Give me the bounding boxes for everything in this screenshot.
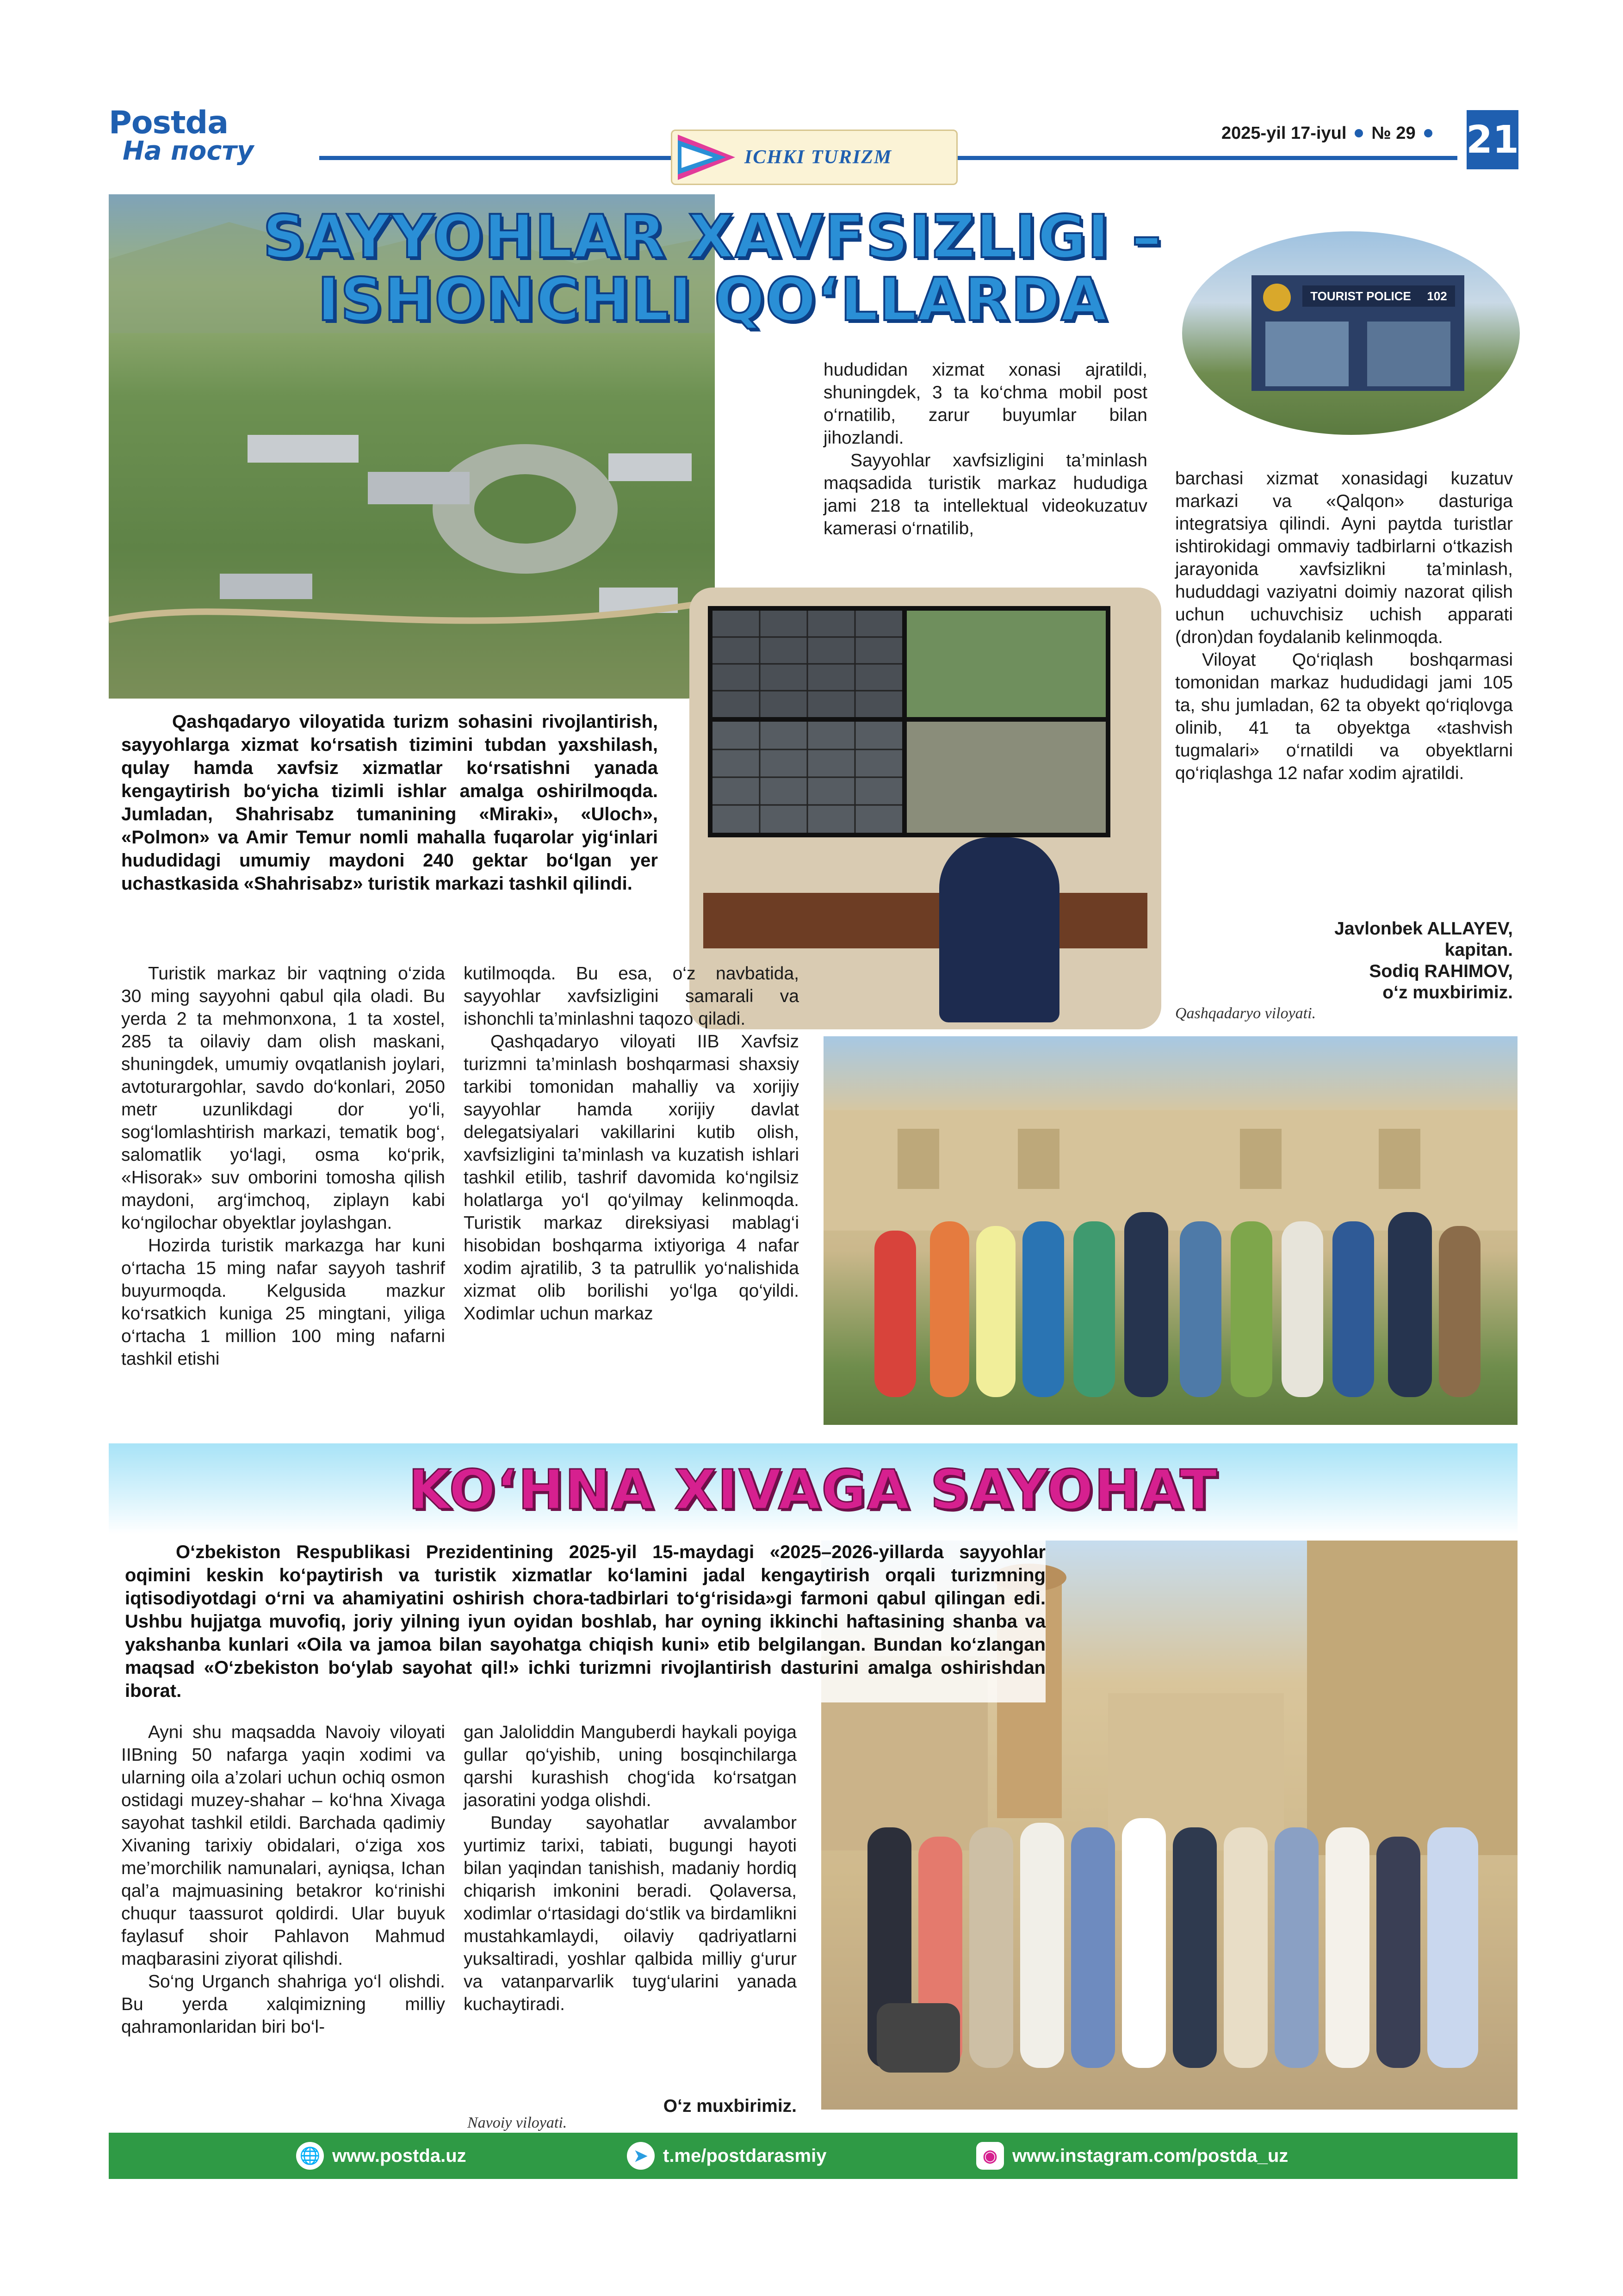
article1-lead-text: Qashqadaryo viloyatida turizm sohasini rivojlantirish, sayyohlarga xizmat ko‘rsatish tizimini tubdan yaxshilash, qulay hamda xavfsiz xizmatlar ko‘rsatishni yanada kengaytirish bo‘yicha tizimli ishlar amalga oshirilmoqda. Jumladan, Shahrisabz tumanining «Miraki», «Uloch», «Polmon» va Amir Temur nomli mahalla fuqarolar yig‘inlari hududidagi umumiy maydoni 240 gektar bo‘lgan yer uchastkasida «Shahrisabz» turistik markazi tashkil qilindi. [121, 712, 658, 894]
article1-lead [121, 710, 658, 895]
article2-location: Navoiy viloyati. [467, 2114, 567, 2131]
footer-website[interactable] [296, 2137, 466, 2174]
tourist-police-post-photo [1182, 231, 1520, 435]
article1-title-line-2: ISHONCHLI QO‘LLARDA [317, 266, 1108, 334]
article1-location: Qashqadaryo viloyati. [1175, 1005, 1316, 1022]
article1-col1 [121, 962, 445, 1370]
author2-title: o‘z muxbirimiz. [1382, 983, 1513, 1003]
article2-author: O‘z muxbirimiz. [663, 2096, 797, 2116]
bullet-dot-icon [1424, 129, 1432, 137]
footer-telegram[interactable] [627, 2137, 826, 2174]
footer-instagram[interactable] [976, 2137, 1288, 2174]
section-label: ICHKI TURIZM [744, 147, 892, 168]
police-sign [1302, 285, 1455, 307]
globe-icon: 🌐 [296, 2142, 324, 2170]
article2-lead [125, 1541, 1046, 1702]
police-sign-phone: 102 [1427, 289, 1447, 303]
footer-instagram-text[interactable]: www.instagram.com/postda_uz [1012, 2145, 1288, 2166]
article2-title: KO‘HNA XIVAGA SAYOHAT [408, 1458, 1218, 1522]
footer-website-text[interactable]: www.postda.uz [332, 2145, 466, 2166]
police-building [1251, 275, 1464, 391]
article1-col4-p2: Viloyat Qo‘riqlash boshqarmasi tomonidan markaz hududidagi jami 105 ta, shu jumladan, 62 ta obyekt qo‘riqlovga olinib, 41 ta obyektga «tashvish tugmalari» o‘rnatildi va obyektlarni qo‘riqlashga 12 nafar xodim ajratildi. [1175, 650, 1513, 783]
article1-col1-p2: Hozirda turistik markazga har kuni o‘rtacha 15 ming nafar sayyoh tashrif buyurmoqda. Kelgusida mazkur ko‘rsatkich kuniga 25 mingtani, yiliga o‘rtacha 1 million 100 ming nafarni tashkil etishi [121, 1236, 445, 1369]
section-arrow-icon [675, 132, 740, 183]
article1-col4-p1: barchasi xizmat xonasidagi kuzatuv markazi va «Qalqon» dasturiga integratsiya qilindi. Ayni paytda turistlar ishtirokidagi ommaviy tadbirlarni o‘tkazish jarayonida xavfsizlikni ta’minlash, hududdagi vaziyatni doimiy nazorat qilish uchun uchuvchisiz uchish apparati (dron)dan foydalanib kelinmoqda. [1175, 469, 1513, 647]
author1-title: kapitan. [1444, 940, 1513, 960]
article1-col2 [464, 962, 799, 1325]
article2-col2-p1: gan Jaloliddin Manguberdi haykali poyiga gullar qo‘yishib, uning bosqinchilarga qarshi kurashish chog‘ida ko‘rsatgan jasoratini yodga olishdi. [464, 1722, 797, 1810]
issue-info [1221, 119, 1462, 147]
article1-col4 [1175, 467, 1513, 785]
video-wall [708, 606, 1110, 837]
author1-name: Javlonbek ALLAYEV, [1334, 919, 1513, 939]
article2-lead-text: O‘zbekiston Respublikasi Prezidentining 2025-yil 15-maydagi «2025–2026-yillarda sayyohlar oqimini keskin ko‘paytirish va turistik xizmatlar ko‘lamini jadal kengaytirish orqali turizmning iqtisodiyotdagi o‘rni va ahamiyatini oshirish chora-tadbirlari to‘g‘risida»gi farmoni qabul qilingan edi. Ushbu hujjatga muvofiq, joriy yilning iyun oyidan boshlab, har oyning ikkinchi haftasining shanba va yakshanba kunlari «Oila va jamoa bilan sayohatga chiqish kuni» etib belgilangan. Bundan ko‘zlangan maqsad «O‘zbekiston bo‘ylab sayohat qil!» ichki turizmni rivojlantirish dasturini amalga oshirishdan iborat. [125, 1541, 1046, 1702]
masthead [0, 0, 1623, 185]
page-number-box [1467, 110, 1518, 169]
tourist-group-photo [824, 1036, 1518, 1425]
article1-col2-p1: kutilmoqda. Bu esa, o‘z navbatida, sayyohlar xavfsizligini samarali va ishonchli ta’minlashni taqozo qiladi. [464, 964, 799, 1029]
article1-col3-p2: Sayyohlar xavfsizligini ta’minlash maqsadida turistik markaz hududiga jami 218 ta intellektual videokuzatuv kamerasi o‘rnatilib, [824, 451, 1147, 538]
article1-col2-p2: Qashqadaryo viloyati IIB Xavfsiz turizmni ta’minlash boshqarmasi shaxsiy tarkibi tomonidan mahalliy va xorijiy sayyohlar hamda xorijiy davlat delegatsiyalari vakillarini kutib olish, xavfsizligini ta’minlash va kuzatish ishlari tashkil etilib, tashrif davomida ko‘ngilsiz holatlarga yo‘l qo‘yilmay kelinmoqda. Turistik markaz direksiyasi mablag‘i hisobidan boshqarma ixtiyoriga 4 nafar xodim ajratilib, 3 ta patrullik yo‘nalishida xizmat olib borilishi yo‘lga qo‘yildi. Xodimlar uchun markaz [464, 1032, 799, 1324]
article1-col3 [824, 359, 1147, 540]
logo-line-1: Postda [109, 105, 229, 141]
video-wall-illustration [708, 606, 1110, 837]
footer-telegram-text[interactable]: t.me/postdarasmiy [663, 2145, 827, 2166]
article1-title-line-1: SAYYOHLAR XAVFSIZLIGI – [262, 203, 1163, 272]
article2-col2 [464, 1721, 797, 2016]
operator-desk [703, 893, 1147, 948]
page-number: 21 [1466, 118, 1519, 162]
article2-col2-p2: Bunday sayohatlar avvalambor yurtimiz tarixi, tabiati, bugungi hayoti bilan yaqindan tanishish, madaniy hordiq chiqarish imkonini beradi. Qolaversa, xodimlar o‘rtasidagi do‘stlik va birdamlikni mustahkamlaydi, oilaviy qadriyatlarni yuksaltiradi, yoshlar qalbida milliy g‘urur va vatanparvarlik tuyg‘ularini yanada kuchaytiradi. [464, 1813, 797, 2014]
article2-col1 [121, 1721, 445, 2038]
instagram-icon: ◉ [976, 2142, 1004, 2170]
bullet-dot-icon [1355, 129, 1363, 137]
author2-name: Sodiq RAHIMOV, [1369, 961, 1513, 981]
operator-figure [939, 837, 1059, 1022]
article1-col3-p1: hududidan xizmat xonasi ajratildi, shuningdek, 3 ta ko‘chma mobil post o‘rnatilib, zarur buyumlar bilan jihozlandi. [824, 360, 1147, 448]
article1-col1-p1: Turistik markaz bir vaqtning o‘zida 30 ming sayyohni qabul qila oladi. Bu yerda 2 ta mehmonxona, 1 ta xostel, 285 ta oilaviy dam olish maskani, shuningdek, umumiy ovqatlanish joylari, avtoturargohlar, savdo do‘konlari, 2050 metr uzunlikdagi dor yo‘li, sog‘lomlashtirish markazi, tematik bog‘, salomatlik yo‘lagi, osma ko‘prik, «Hisorak» suv omborini tomosha qilish maydoni, arg‘imchoq, ziplayn kabi ko‘ngilochar obyektlar joylashgan. [121, 964, 445, 1233]
article2-col1-p1: Ayni shu maqsadda Navoiy viloyati IIBning 50 nafarga yaqin xodimi va ularning oila a’zolari uchun ochiq osmon ostidagi muzey-shahar – ko‘hna Xivaga sayohat tashkil etildi. Barchada qadimiy Xivaning tarixiy obidalari, o‘ziga xos me’morchilik namunalari, ayniqsa, Ichan qal’a majmuasining betakror ko‘rinishi chuqur taassurot qoldirdi. Ular buyuk faylasuf shoir Pahlavon Mahmud maqbarasini ziyorat qilishdi. [121, 1722, 445, 1969]
article2-col1-p2: So‘ng Urganch shahriga yo‘l olishdi. Bu yerda xalqimizning milliy qahramonlaridan biri bo‘l- [121, 1972, 445, 2037]
masthead-logo [109, 105, 303, 169]
article1-signature [1175, 918, 1513, 1003]
issue-number: № 29 [1371, 123, 1416, 143]
issue-date: 2025-yil 17-iyul [1221, 123, 1347, 143]
police-door [1367, 322, 1450, 386]
tourist-group-illustration [824, 1036, 1518, 1425]
police-sign-text: TOURIST POLICE [1310, 289, 1411, 303]
police-emblem-icon [1263, 284, 1291, 311]
section-tab [671, 130, 958, 185]
article1-title [259, 203, 1166, 335]
police-window [1265, 322, 1349, 386]
logo-line-2: На посту [123, 136, 254, 166]
telegram-icon: ➤ [627, 2142, 655, 2170]
